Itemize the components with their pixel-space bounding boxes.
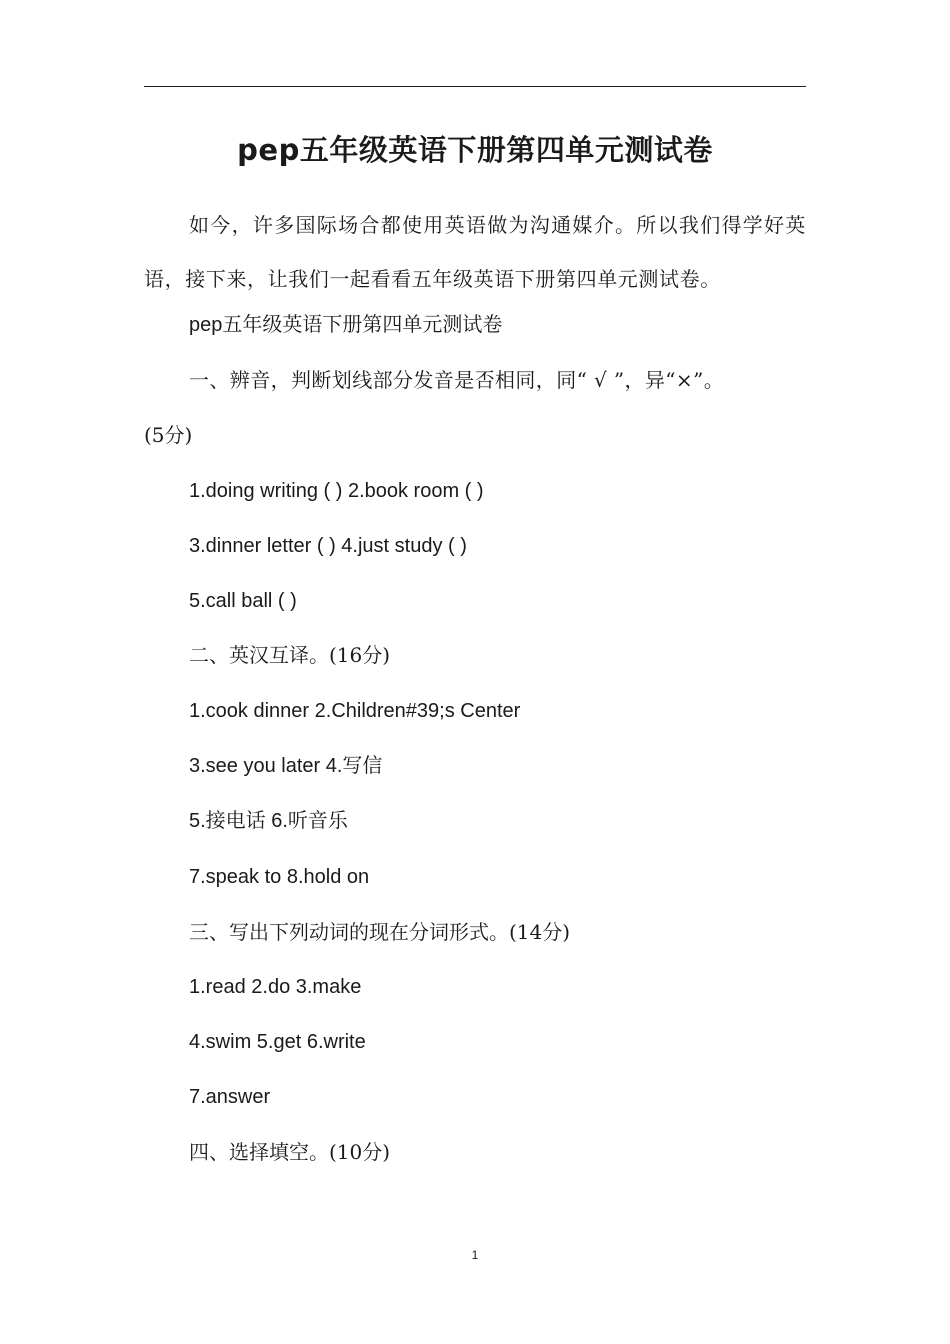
page-title: pep五年级英语下册第四单元测试卷 bbox=[237, 133, 713, 167]
intro-paragraph: 如今，许多国际场合都使用英语做为沟通媒介。所以我们得学好英语，接下来，让我们一起看看五年级英语下册第四单元测试卷。 bbox=[144, 213, 806, 291]
section2-item: 3.see you later 4.写信 bbox=[189, 755, 383, 777]
page-number: 1 bbox=[471, 1248, 479, 1262]
section1-points: (5分) bbox=[144, 423, 193, 447]
subtitle: pep五年级英语下册第四单元测试卷 bbox=[189, 314, 503, 336]
section1-item: 3.dinner letter ( ) 4.just study ( ) bbox=[189, 535, 467, 557]
section3-item: 1.read 2.do 3.make bbox=[189, 976, 362, 998]
section4-heading: 四、选择填空。(10分) bbox=[189, 1140, 391, 1164]
section1-item: 5.call ball ( ) bbox=[189, 590, 297, 612]
section1-item: 1.doing writing ( ) 2.book room ( ) bbox=[189, 480, 484, 502]
section3-item: 4.swim 5.get 6.write bbox=[189, 1031, 366, 1053]
section2-item: 5.接电话 6.听音乐 bbox=[189, 810, 348, 832]
section3-heading: 三、写出下列动词的现在分词形式。(14分) bbox=[189, 920, 571, 944]
section2-item: 7.speak to 8.hold on bbox=[189, 866, 370, 888]
header-rule bbox=[144, 86, 806, 87]
section2-item: 1.cook dinner 2.Children#39;s Center bbox=[189, 700, 521, 722]
section2-heading: 二、英汉互译。(16分) bbox=[189, 643, 391, 667]
section3-item: 7.answer bbox=[189, 1086, 271, 1108]
section1-heading: 一、辨音，判断划线部分发音是否相同，同“ √ ”，异“×”。 bbox=[189, 368, 725, 392]
